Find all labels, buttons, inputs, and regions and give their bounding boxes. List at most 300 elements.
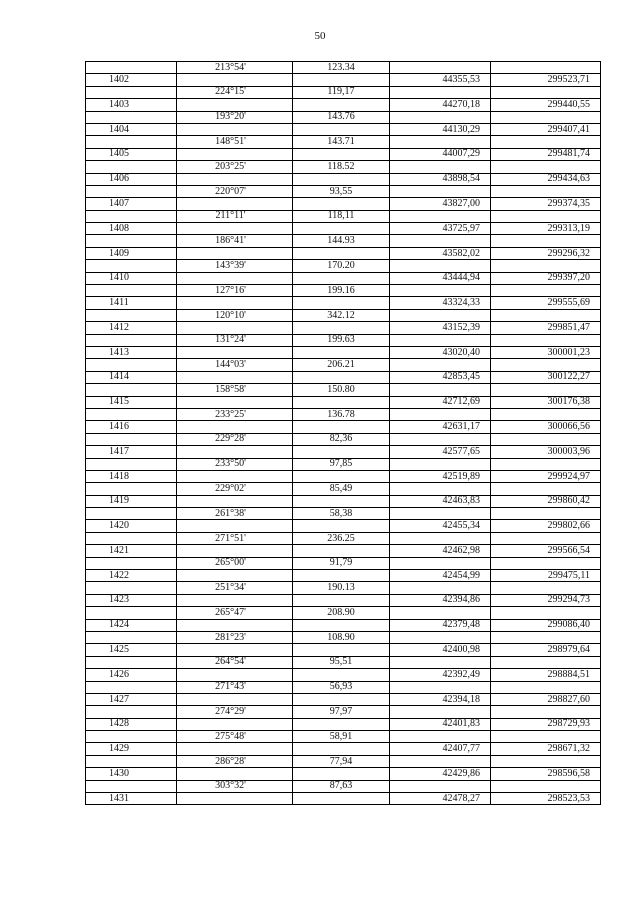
x-coordinate-cell [390, 532, 491, 544]
y-coordinate-cell: 299481,74 [491, 148, 601, 160]
point-number-cell [86, 161, 177, 173]
point-number-cell [86, 582, 177, 594]
direction-angle-cell [177, 619, 293, 631]
distance-cell [293, 272, 390, 284]
y-coordinate-cell [491, 111, 601, 123]
distance-cell: 56,93 [293, 681, 390, 693]
y-coordinate-cell [491, 433, 601, 445]
y-coordinate-cell: 300003,96 [491, 446, 601, 458]
direction-angle-cell [177, 322, 293, 334]
table-row [86, 384, 601, 396]
point-number-cell: 1424 [86, 619, 177, 631]
x-coordinate-cell [390, 309, 491, 321]
point-number-cell [86, 359, 177, 371]
table-row [86, 681, 601, 693]
point-number-cell: 1413 [86, 346, 177, 358]
x-coordinate-cell: 43152,39 [390, 322, 491, 334]
table-row [86, 309, 601, 321]
distance-cell: 58,91 [293, 731, 390, 743]
x-coordinate-cell [390, 62, 491, 74]
x-coordinate-cell [390, 285, 491, 297]
point-number-cell [86, 285, 177, 297]
table-row [86, 161, 601, 173]
point-number-cell: 1418 [86, 470, 177, 482]
x-coordinate-cell [390, 631, 491, 643]
direction-angle-cell [177, 99, 293, 111]
distance-cell [293, 619, 390, 631]
direction-angle-cell: 251°34' [177, 582, 293, 594]
y-coordinate-cell [491, 656, 601, 668]
table-row [86, 136, 601, 148]
y-coordinate-cell [491, 582, 601, 594]
x-coordinate-cell: 43827,00 [390, 198, 491, 210]
distance-cell [293, 346, 390, 358]
y-coordinate-cell: 299407,41 [491, 123, 601, 135]
table-row [86, 582, 601, 594]
x-coordinate-cell [390, 607, 491, 619]
y-coordinate-cell [491, 557, 601, 569]
distance-cell: 118.52 [293, 161, 390, 173]
y-coordinate-cell: 299397,20 [491, 272, 601, 284]
x-coordinate-cell [390, 210, 491, 222]
y-coordinate-cell [491, 408, 601, 420]
table-row [86, 669, 601, 681]
direction-angle-cell [177, 173, 293, 185]
y-coordinate-cell: 299296,32 [491, 247, 601, 259]
distance-cell [293, 718, 390, 730]
y-coordinate-cell: 299802,66 [491, 520, 601, 532]
y-coordinate-cell [491, 161, 601, 173]
direction-angle-cell [177, 793, 293, 805]
table-row [86, 359, 601, 371]
distance-cell: 97,85 [293, 458, 390, 470]
direction-angle-cell: 271°43' [177, 681, 293, 693]
table-row [86, 198, 601, 210]
x-coordinate-cell: 43725,97 [390, 223, 491, 235]
table-row [86, 520, 601, 532]
distance-cell [293, 223, 390, 235]
direction-angle-cell [177, 272, 293, 284]
table-row [86, 458, 601, 470]
table-row [86, 743, 601, 755]
direction-angle-cell: 143°39' [177, 260, 293, 272]
direction-angle-cell: 264°54' [177, 656, 293, 668]
x-coordinate-cell: 42519,89 [390, 470, 491, 482]
x-coordinate-cell: 42577,65 [390, 446, 491, 458]
y-coordinate-cell: 299523,71 [491, 74, 601, 86]
distance-cell [293, 669, 390, 681]
direction-angle-cell [177, 148, 293, 160]
table-row [86, 123, 601, 135]
direction-angle-cell: 233°25' [177, 408, 293, 420]
direction-angle-cell: 224°15' [177, 86, 293, 98]
x-coordinate-cell: 42394,18 [390, 693, 491, 705]
table-row [86, 495, 601, 507]
x-coordinate-cell: 42455,34 [390, 520, 491, 532]
x-coordinate-cell [390, 681, 491, 693]
table-row [86, 755, 601, 767]
x-coordinate-cell [390, 334, 491, 346]
x-coordinate-cell: 42454,99 [390, 570, 491, 582]
distance-cell [293, 421, 390, 433]
point-number-cell: 1427 [86, 693, 177, 705]
point-number-cell: 1408 [86, 223, 177, 235]
y-coordinate-cell: 298729,93 [491, 718, 601, 730]
table-row [86, 247, 601, 259]
point-number-cell: 1414 [86, 371, 177, 383]
distance-cell [293, 570, 390, 582]
distance-cell [293, 768, 390, 780]
distance-cell [293, 545, 390, 557]
x-coordinate-cell [390, 260, 491, 272]
direction-angle-cell: 233°50' [177, 458, 293, 470]
y-coordinate-cell [491, 384, 601, 396]
direction-angle-cell: 158°58' [177, 384, 293, 396]
table-row [86, 421, 601, 433]
y-coordinate-cell: 299555,69 [491, 297, 601, 309]
table-row [86, 706, 601, 718]
x-coordinate-cell [390, 780, 491, 792]
table-row [86, 570, 601, 582]
direction-angle-cell [177, 346, 293, 358]
point-number-cell: 1430 [86, 768, 177, 780]
direction-angle-cell [177, 520, 293, 532]
table-row [86, 508, 601, 520]
x-coordinate-cell: 42400,98 [390, 644, 491, 656]
direction-angle-cell: 271°51' [177, 532, 293, 544]
table-row [86, 607, 601, 619]
table-row [86, 185, 601, 197]
y-coordinate-cell [491, 359, 601, 371]
x-coordinate-cell [390, 408, 491, 420]
point-number-cell: 1412 [86, 322, 177, 334]
distance-cell: 190.13 [293, 582, 390, 594]
direction-angle-cell: 220°07' [177, 185, 293, 197]
direction-angle-cell: 274°29' [177, 706, 293, 718]
point-number-cell [86, 656, 177, 668]
y-coordinate-cell [491, 334, 601, 346]
point-number-cell [86, 86, 177, 98]
point-number-cell: 1407 [86, 198, 177, 210]
direction-angle-cell: 229°28' [177, 433, 293, 445]
distance-cell: 58,38 [293, 508, 390, 520]
point-number-cell: 1429 [86, 743, 177, 755]
page-number: 50 [314, 30, 326, 42]
y-coordinate-cell [491, 235, 601, 247]
point-number-cell [86, 235, 177, 247]
direction-angle-cell [177, 396, 293, 408]
point-number-cell: 1416 [86, 421, 177, 433]
x-coordinate-cell [390, 359, 491, 371]
direction-angle-cell [177, 123, 293, 135]
table-row [86, 173, 601, 185]
x-coordinate-cell: 43444,94 [390, 272, 491, 284]
table-row [86, 718, 601, 730]
y-coordinate-cell: 299086,40 [491, 619, 601, 631]
table-row [86, 223, 601, 235]
x-coordinate-cell: 42631,17 [390, 421, 491, 433]
distance-cell [293, 470, 390, 482]
distance-cell: 143.71 [293, 136, 390, 148]
table-row [86, 334, 601, 346]
x-coordinate-cell [390, 185, 491, 197]
distance-cell [293, 371, 390, 383]
y-coordinate-cell [491, 755, 601, 767]
y-coordinate-cell: 299374,35 [491, 198, 601, 210]
point-number-cell [86, 607, 177, 619]
point-number-cell: 1402 [86, 74, 177, 86]
y-coordinate-cell: 299434,63 [491, 173, 601, 185]
distance-cell: 206.21 [293, 359, 390, 371]
direction-angle-cell: 131°24' [177, 334, 293, 346]
point-number-cell [86, 557, 177, 569]
x-coordinate-cell [390, 706, 491, 718]
table-row [86, 111, 601, 123]
distance-cell [293, 247, 390, 259]
distance-cell: 91,79 [293, 557, 390, 569]
distance-cell [293, 198, 390, 210]
y-coordinate-cell [491, 136, 601, 148]
y-coordinate-cell [491, 780, 601, 792]
table-row [86, 545, 601, 557]
y-coordinate-cell: 300001,23 [491, 346, 601, 358]
x-coordinate-cell [390, 136, 491, 148]
distance-cell: 136.78 [293, 408, 390, 420]
point-number-cell [86, 755, 177, 767]
point-number-cell: 1423 [86, 594, 177, 606]
direction-angle-cell: 144°03' [177, 359, 293, 371]
point-number-cell [86, 532, 177, 544]
table-row [86, 433, 601, 445]
distance-cell [293, 297, 390, 309]
direction-angle-cell [177, 198, 293, 210]
x-coordinate-cell [390, 86, 491, 98]
x-coordinate-cell: 42407,77 [390, 743, 491, 755]
x-coordinate-cell [390, 656, 491, 668]
table-row [86, 693, 601, 705]
point-number-cell: 1422 [86, 570, 177, 582]
direction-angle-cell: 186°41' [177, 235, 293, 247]
y-coordinate-cell: 298827,60 [491, 693, 601, 705]
table-row [86, 532, 601, 544]
x-coordinate-cell [390, 483, 491, 495]
x-coordinate-cell [390, 731, 491, 743]
x-coordinate-cell: 43582,02 [390, 247, 491, 259]
point-number-cell [86, 706, 177, 718]
point-number-cell [86, 384, 177, 396]
x-coordinate-cell [390, 755, 491, 767]
x-coordinate-cell [390, 508, 491, 520]
point-number-cell: 1409 [86, 247, 177, 259]
point-number-cell [86, 408, 177, 420]
point-number-cell [86, 111, 177, 123]
distance-cell: 82,36 [293, 433, 390, 445]
point-number-cell [86, 136, 177, 148]
distance-cell [293, 74, 390, 86]
direction-angle-cell [177, 545, 293, 557]
direction-angle-cell: 148°51' [177, 136, 293, 148]
point-number-cell: 1421 [86, 545, 177, 557]
table-row [86, 62, 601, 74]
y-coordinate-cell [491, 631, 601, 643]
table-row [86, 470, 601, 482]
table-row [86, 74, 601, 86]
point-number-cell: 1425 [86, 644, 177, 656]
distance-cell [293, 793, 390, 805]
distance-cell [293, 743, 390, 755]
x-coordinate-cell: 42478,27 [390, 793, 491, 805]
direction-angle-cell: 193°20' [177, 111, 293, 123]
direction-angle-cell: 281°23' [177, 631, 293, 643]
table-row [86, 656, 601, 668]
table-row [86, 346, 601, 358]
point-number-cell: 1417 [86, 446, 177, 458]
coordinates-table [85, 61, 601, 805]
direction-angle-cell: 203°25' [177, 161, 293, 173]
y-coordinate-cell [491, 62, 601, 74]
y-coordinate-cell: 300122,27 [491, 371, 601, 383]
point-number-cell [86, 309, 177, 321]
distance-cell: 208.90 [293, 607, 390, 619]
table-row [86, 396, 601, 408]
direction-angle-cell [177, 669, 293, 681]
distance-cell [293, 594, 390, 606]
direction-angle-cell: 265°47' [177, 607, 293, 619]
direction-angle-cell: 120°10' [177, 309, 293, 321]
direction-angle-cell: 275°48' [177, 731, 293, 743]
table-row [86, 631, 601, 643]
table-row [86, 148, 601, 160]
y-coordinate-cell: 298523,53 [491, 793, 601, 805]
y-coordinate-cell: 298979,64 [491, 644, 601, 656]
distance-cell [293, 99, 390, 111]
point-number-cell [86, 731, 177, 743]
distance-cell [293, 644, 390, 656]
table-row [86, 272, 601, 284]
point-number-cell: 1410 [86, 272, 177, 284]
point-number-cell: 1428 [86, 718, 177, 730]
direction-angle-cell [177, 495, 293, 507]
point-number-cell [86, 210, 177, 222]
y-coordinate-cell [491, 309, 601, 321]
y-coordinate-cell [491, 185, 601, 197]
x-coordinate-cell: 44270,18 [390, 99, 491, 111]
direction-angle-cell [177, 644, 293, 656]
y-coordinate-cell: 298671,32 [491, 743, 601, 755]
distance-cell: 87,63 [293, 780, 390, 792]
direction-angle-cell: 303°32' [177, 780, 293, 792]
table-row [86, 86, 601, 98]
x-coordinate-cell [390, 235, 491, 247]
point-number-cell [86, 433, 177, 445]
distance-cell: 199.63 [293, 334, 390, 346]
distance-cell: 97,97 [293, 706, 390, 718]
table-row [86, 285, 601, 297]
y-coordinate-cell [491, 532, 601, 544]
point-number-cell: 1403 [86, 99, 177, 111]
distance-cell: 85,49 [293, 483, 390, 495]
x-coordinate-cell: 43898,54 [390, 173, 491, 185]
direction-angle-cell [177, 718, 293, 730]
distance-cell: 143.76 [293, 111, 390, 123]
x-coordinate-cell [390, 582, 491, 594]
point-number-cell: 1426 [86, 669, 177, 681]
x-coordinate-cell: 42712,69 [390, 396, 491, 408]
x-coordinate-cell: 43020,40 [390, 346, 491, 358]
table-row [86, 793, 601, 805]
distance-cell: 342.12 [293, 309, 390, 321]
distance-cell [293, 123, 390, 135]
y-coordinate-cell [491, 210, 601, 222]
distance-cell: 93,55 [293, 185, 390, 197]
x-coordinate-cell [390, 557, 491, 569]
y-coordinate-cell: 298596,58 [491, 768, 601, 780]
x-coordinate-cell: 42392,49 [390, 669, 491, 681]
distance-cell: 199.16 [293, 285, 390, 297]
direction-angle-cell [177, 223, 293, 235]
distance-cell: 123.34 [293, 62, 390, 74]
table-row [86, 780, 601, 792]
direction-angle-cell: 213°54' [177, 62, 293, 74]
direction-angle-cell: 261°38' [177, 508, 293, 520]
table-row [86, 446, 601, 458]
y-coordinate-cell: 299566,54 [491, 545, 601, 557]
x-coordinate-cell: 44355,53 [390, 74, 491, 86]
direction-angle-cell: 127°16' [177, 285, 293, 297]
direction-angle-cell: 286°28' [177, 755, 293, 767]
point-number-cell [86, 681, 177, 693]
point-number-cell [86, 334, 177, 346]
y-coordinate-cell: 300066,56 [491, 421, 601, 433]
direction-angle-cell [177, 421, 293, 433]
distance-cell [293, 520, 390, 532]
direction-angle-cell [177, 247, 293, 259]
y-coordinate-cell [491, 285, 601, 297]
distance-cell [293, 446, 390, 458]
y-coordinate-cell: 299475,11 [491, 570, 601, 582]
x-coordinate-cell: 42429,86 [390, 768, 491, 780]
y-coordinate-cell [491, 508, 601, 520]
distance-cell [293, 495, 390, 507]
direction-angle-cell: 211°11' [177, 210, 293, 222]
point-number-cell [86, 483, 177, 495]
y-coordinate-cell: 299860,42 [491, 495, 601, 507]
direction-angle-cell [177, 446, 293, 458]
table-row [86, 408, 601, 420]
distance-cell [293, 322, 390, 334]
y-coordinate-cell [491, 86, 601, 98]
point-number-cell [86, 260, 177, 272]
distance-cell [293, 693, 390, 705]
table-row [86, 260, 601, 272]
direction-angle-cell [177, 743, 293, 755]
point-number-cell [86, 458, 177, 470]
y-coordinate-cell [491, 260, 601, 272]
distance-cell: 119,17 [293, 86, 390, 98]
distance-cell [293, 148, 390, 160]
point-number-cell: 1431 [86, 793, 177, 805]
y-coordinate-cell: 299924,97 [491, 470, 601, 482]
distance-cell [293, 173, 390, 185]
table-row [86, 768, 601, 780]
table-row [86, 235, 601, 247]
point-number-cell [86, 780, 177, 792]
point-number-cell [86, 62, 177, 74]
point-number-cell: 1404 [86, 123, 177, 135]
x-coordinate-cell: 42379,48 [390, 619, 491, 631]
distance-cell: 118,11 [293, 210, 390, 222]
distance-cell: 108.90 [293, 631, 390, 643]
